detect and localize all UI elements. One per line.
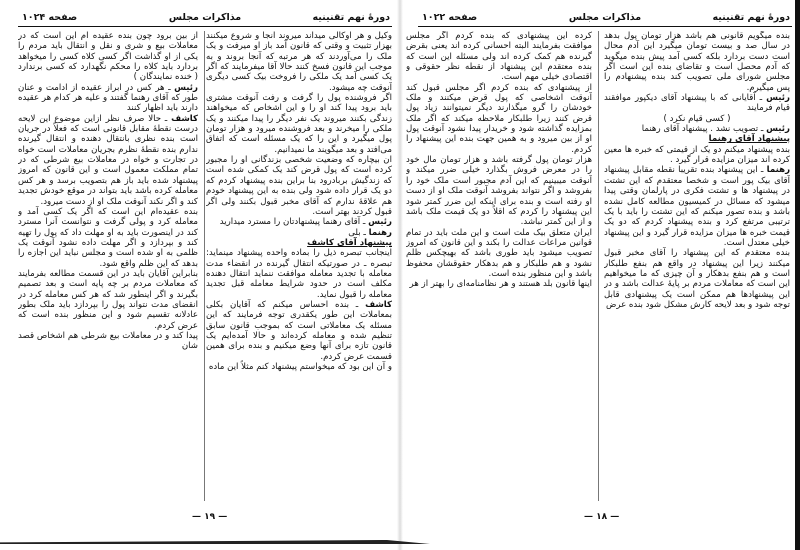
speaker-name: کاشف xyxy=(365,299,392,310)
text-paragraph: بنابراین آقایان باید در این قسمت مطالعه بفرمایند که معاملات مردم بر چه پایه است و بعد تصمیم بگیرند و اگر اینطور شد که هر کس معامله کرد در انقضای مدت نتواند پول را بپردازد باید ملک بطور عادلانه تقسیم شود و این منظور بنده است که عرض کردم. xyxy=(18,268,198,331)
speech-paragraph: رئیس ـ هر کس در ابراز عقیده از ادامت و عنان طور که آقای رهنما گفتند و علیه هر کدام هر عقیده دارند باید اظهار کنند xyxy=(18,82,198,114)
session-label: دورهٔ نهم تقنینیه xyxy=(312,12,390,23)
header-title: مذاکرات مجلس xyxy=(168,12,242,23)
text-paragraph: هزار تومان پول گرفته باشد و هزار تومان مال خود را در معرض فروش بگذارد خیلی ضرر میکند و آنوقت میبینیم که این آدم مجبور است ملک خود را بفروشد و اگر نتواند بفروشد آنوقت ملک او از دست او رفته است و بنده برای اینکه این ضرر کمتر شود این پیشنهاد را کردم که اقلاً دو یک قیمت ملک باشد و از این کمتر نباشد. xyxy=(406,155,592,228)
speech-paragraph: کاشف ـ حالا صرف نظر ازاین موضوع این لایحه درست نقطهٔ مقابل قانونی است که فعلاً در جریان است بنده نظری بانتقال دهنده و انتقال گیرنده ندارم بنده نقطهٔ نظرم بجریان معاملات است خواه در تجارت و خواه در معاملات بیع شرطی که در تمام مملکت معمول است و این قانون که امروز پیشنهاد شده باید باز هم بتصویب برسد و هر کس معامله کرده باشد باید بتواند در موقع خودش تجدید کند و اگر نکند آنوقت ملک او از دست میرود. xyxy=(18,113,198,207)
text-column-right xyxy=(604,31,790,503)
text-paragraph: وکیل و هر اوکالی میداند میروند آنجا و شروع میکنند بهزار تثبیت و وقتی که قانون آمد باز او میرفت و یک ملک را می‌آوردند که هر مرتبه که آنجا بروند و به موجب این قانون فسخ کنند حالا آقا میفرمایند که اگر یک کسی آمد یک ملکی را فروخت بیک کسی دیگری آنوقت چه میشود. xyxy=(206,31,392,93)
page-footer-number: — ۱۹ — xyxy=(192,512,228,522)
speaker-name: رئیس xyxy=(174,82,198,93)
page-header xyxy=(18,10,392,27)
text-paragraph: ان بیچاره که وضعیت شخصی بزندگانی او را مجبور کرده است که پول قرض کند یک کمکی شده است که زندگیش بربادرود بنا براین بنده پیشنهاد کردم که دو یک قرار داده شود ولی بنده به این پیشنهاد خودم هم علاقهٔ ندارم که آقای مخبر قبول بکنند ولی اگر قبول کردند بهتر است. xyxy=(206,155,392,217)
page-number: صفحه ۱۰۲۴ xyxy=(22,12,78,23)
text-paragraph: و آن این بود که میخواستم پیشنهاد کنم مثلاً این ماده xyxy=(208,362,392,372)
speech-text: آقای رهنما پیشنهادتان را مسترد میدارید xyxy=(219,217,361,228)
text-paragraph: کرده این پیشنهادی که بنده کردم اگر مجلس موافقت بفرمایند البته احسانی کرده اند یعنی بقرض گیرنده هم کمک کرده اند ولی مسئله این است که بنده معتقدم این پیشنهاد از نقطه نظر حقوقی و اقتصادی خیلی مهم است. xyxy=(406,31,592,83)
speech-paragraph: رئیس ـ آقای رهنما پیشنهادتان را مسترد میدارید xyxy=(219,217,392,228)
text-paragraph: اگر فروشنده پول را گرفت و رفت آنوقت مشتری باید برود پیدا کند او را و این اشخاص که میخواهند زندگی بکنند میروند یک نفر دیگر را پیدا میکنند و یک ملکی را میخرند و بعد فروشنده میرود و هزار تومان پول میگیرد و این را که یک مسئله است که اتفاق می‌افتد و بعد میگویند ما نمیدانیم. xyxy=(206,93,392,155)
speech-text: بنده احساس میکنم که آقایان بکلی بمعاملات این طور یکقدری توجه فرمایند که این مسئله یک معاملاتی است که بموجب قانون سابق تنظیم شده و معامله کرده‌اند و حالا آمده‌ایم یک قانون تازه برای آنها وضع میکنیم و بنده برای همین قسمت عرض کردم. xyxy=(206,299,392,362)
page-footer-number: — ۱۸ — xyxy=(584,512,620,522)
text-paragraph: از بین برود چون بنده عقیده ام این است که در معاملات بیع و شری و نقل و انتقال باید مردم را یکی از او گذاشت اگر کسی کلاه کسی را میخواهد بردارد باید کلاه را محکم نگهدارد که کسی برندارد ( خنده نمایندگان ) xyxy=(18,31,198,83)
speech-text: تصویب نشد . پیشنهاد آقای رهنما xyxy=(641,124,759,135)
header-title: مذاکرات مجلس xyxy=(568,12,642,23)
scan-edge xyxy=(795,0,800,550)
text-paragraph: بنده معتقدم که این پیشنهاد را آقای مخبر قبول میکنند زیرا این پیشنهاد در واقع هم بنفع طلبکار است و هم بنفع بدهکار و آن چیزی که ما میخواهیم این است که معاملات مردم بر پایهٔ عدالت باشد و در این پیشنهادها هم ممکن است یک پیشنهادی قابل توجه شود و بعد لایحه کارش مشکل شود بنده عرض xyxy=(604,248,790,310)
text-paragraph: بنده میگویم قانونی هم باشد هزار تومان پول بدهد در سال صد و بیست تومان میگیرد این آدم محال است دست بردارد بلکه کسی آمد پیش بنده میگوید که آدم محصل است و تقاضای بنده این است اگر مجلس شورای ملی تصویب کند بنده پیشنهادم را پس میگیرم. xyxy=(604,31,790,93)
speaker-name: رهنما xyxy=(766,165,790,176)
speech-paragraph: رهنما ـ بلی xyxy=(348,227,392,238)
text-paragraph: از پیشنهادی که بنده کردم اگر مجلس قبول کند آنوقت اشخاصی که پول قرض میکنند و ملک خودشان را گرو میگذارند دیگر نمیتوانند زیاد پول قرض کنند زیرا طلبکار ملاحظه میکند که اگر ملک بمزایده گذاشته شود و خریدار پیدا نشود آنوقت پول او از بین میرود و به همین جهت بنده این پیشنهاد را کردم. xyxy=(406,82,592,155)
right-page xyxy=(400,0,800,550)
text-column-right xyxy=(206,31,392,503)
session-label: دورهٔ نهم تقنینیه xyxy=(712,12,790,23)
text-paragraph: پیدا کند و در معاملات بیع شرطی هم اشخاص قصد شان xyxy=(18,330,198,352)
text-paragraph: اینجانب تبصره ذیل را بماده واحده پیشنهاد مینماید: تبصره ـ در صورتیکه انتقال گیرنده در انقضاء مدت معامله با تجدید معامله موافقت ننماید انتقال دهنده مکلف است در حدود شرایط معامله قبل تجدید معامله را قبول نماید. xyxy=(206,248,392,300)
speech-paragraph: رهنما ـ این پیشنهاد بنده تقریبا نقطه مقابل پیشنهاد آقای بیک پور است و شخصا معتقدم که این تشتت در پیشنهاد ها و تشتت فکری در پارلمان وقتی پیدا میشود که مسائل در کمیسیون مطالعه کامل نشده باشد و بنده تصور میکنم که این تشتت را باید با یک ترتیبی مرتفع کرد و بنده پیشنهاد کردم که دو یک قیمت خبره ها میزان مزایده قرار گیرد و این پیشنهاد خیلی معتدل است. xyxy=(604,165,790,248)
page-header xyxy=(418,10,792,27)
text-column-left xyxy=(18,31,198,503)
speech-text: حالا صرف نظر ازاین موضوع این لایحه درست نقطهٔ مقابل قانونی است که فعلاً در جریان است بنده نظری بانتقال دهنده و انتقال گیرنده ندارم بنده نقطهٔ نظرم بجریان معاملات است خواه در تجارت و خواه در معاملات بیع شرطی که در تمام مملکت معمول است و این قانون که امروز پیشنهاد شده باید باز هم بتصویب برسد و هر کس معامله کرده باشد باید بتواند در موقع خودش تجدید کند و اگر نکند آنوقت ملک او از دست میرود. xyxy=(18,113,198,207)
speech-text: این پیشنهاد بنده تقریبا نقطه مقابل پیشنهاد آقای بیک پور است و شخصا معتقدم که این تشتت در پیشنهاد ها و تشتت فکری در پارلمان وقتی پیدا میشود که مسائل در کمیسیون مطالعه کامل نشده باشد و بنده تصور میکنم که این تشتت را باید با یک ترتیبی مرتفع کرد و بنده پیشنهاد کردم که دو یک قیمت خبره ها میزان مزایده قرار گیرد و این پیشنهاد خیلی معتدل است. xyxy=(604,165,790,248)
text-paragraph: بنده پیشنهاد میکنم دو یک از قیمتی که خبره ها معین کرده اند میزان مزایده قرار گیرد . xyxy=(604,144,790,166)
speaker-name: رئیس xyxy=(766,93,790,104)
text-paragraph: اینها قانون بلد هستند و هر نظامنامه‌ای را بهتر از هر xyxy=(409,279,592,290)
section-heading: پیشنهاد آقای رهنما xyxy=(708,134,790,145)
speech-paragraph: رئیس ـ تصویب نشد . پیشنهاد آقای رهنما xyxy=(641,124,790,135)
text-column-left xyxy=(406,31,592,503)
column-divider xyxy=(598,31,599,501)
speech-text: آقایانی که با پیشنهاد آقای دیکپور موافقند قیام فرمایند xyxy=(604,93,790,114)
speech-text: بلی xyxy=(348,227,361,238)
speaker-name: رئیس xyxy=(766,124,790,135)
speaker-name: رهنما xyxy=(368,227,392,238)
stage-note: ( کسی قیام نکرد ) xyxy=(663,113,731,124)
text-paragraph: ایران متعلق بیک ملت است و این ملت باید در تمام قوانین مراعات عدالت را بکند و این قانون که امروز تصویب میشود باید طوری باشد که بهیچکس ظلم نشود و هم طلبکار و هم بدهکار حقوقشان محفوظ باشد و این منظور بنده است. xyxy=(406,227,592,279)
speech-paragraph: رئیس ـ آقایانی که با پیشنهاد آقای دیکپور موافقند قیام فرمایند xyxy=(604,93,790,114)
speaker-name: کاشف xyxy=(171,113,198,124)
text-paragraph: بنده عقیده‌ام این است که اگر یک کسی آمد و معامله کرد و پولی گرفت و نتوانست آنرا مسترد کند در اینصورت باید به او مهلت داد که پول را تهیه کند و بپردازد و اگر مهلت داده نشود آنوقت یک ظلمی به او شده است و مجلس نباید این اجازه را بدهد که این ظلم واقع شود. xyxy=(18,206,198,269)
speaker-name: رئیس xyxy=(368,217,392,228)
speech-paragraph: کاشف ـ بنده احساس میکنم که آقایان بکلی بمعاملات این طور یکقدری توجه فرمایند که این مسئله یک معاملاتی است که بموجب قانون سابق تنظیم شده و معامله کرده‌اند و حالا آمده‌ایم یک قانون تازه برای آنها وضع میکنیم و بنده برای همین قسمت عرض کردم. xyxy=(206,299,392,362)
section-heading: پیشنهاد آقای کاشف xyxy=(307,237,392,248)
page-number: صفحه ۱۰۲۲ xyxy=(422,12,478,23)
column-divider xyxy=(204,31,205,501)
speech-text: هر کس در ابراز عقیده از ادامت و عنان طور که آقای رهنما گفتند و علیه هر کدام هر عقیده دارند باید اظهار کنند xyxy=(18,82,198,114)
